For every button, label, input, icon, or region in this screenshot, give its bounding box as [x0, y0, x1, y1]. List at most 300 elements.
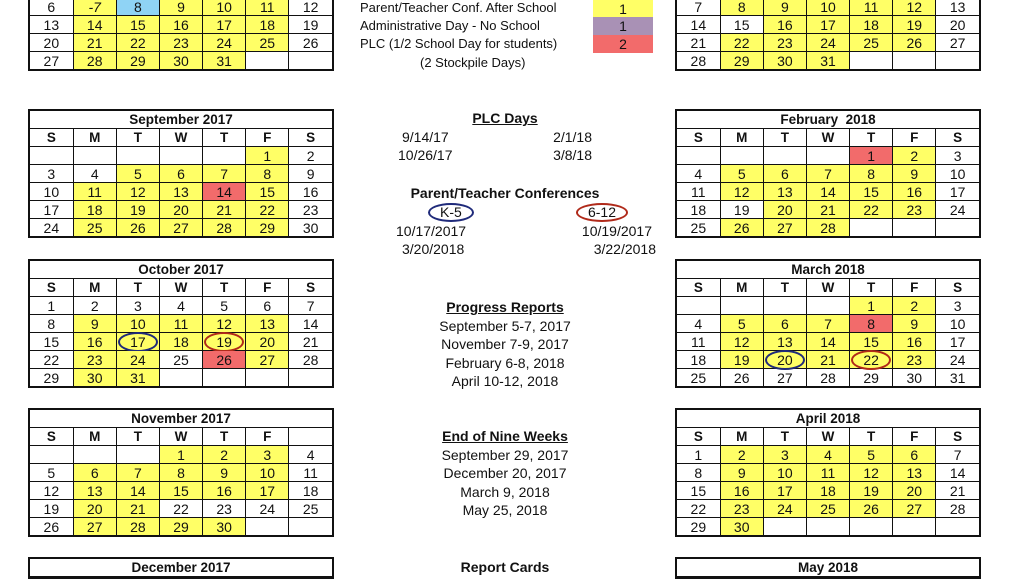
day-cell: 15	[159, 482, 202, 500]
day-cell: 24	[246, 500, 289, 518]
day-cell: 6	[893, 446, 936, 464]
day-cell: 3	[763, 446, 806, 464]
day-cell: 30	[159, 52, 202, 70]
day-cell: 11	[677, 183, 720, 201]
day-cell: 7	[806, 315, 849, 333]
day-cell: 26	[850, 500, 893, 518]
day-cell: 28	[289, 351, 332, 369]
day-cell	[677, 147, 720, 165]
day-cell	[73, 147, 116, 165]
day-cell: 2	[203, 446, 246, 464]
day-cell: 2	[73, 297, 116, 315]
weekday-header: F	[893, 129, 936, 147]
day-cell: 16	[893, 183, 936, 201]
weekday-header: M	[720, 129, 763, 147]
day-cell: 5	[116, 165, 159, 183]
day-cell: 10	[763, 464, 806, 482]
day-cell: 5	[720, 315, 763, 333]
day-cell	[763, 147, 806, 165]
day-cell: 22	[246, 201, 289, 219]
plc-date: 2/1/18	[553, 128, 592, 145]
day-cell: 6	[763, 165, 806, 183]
day-cell	[763, 297, 806, 315]
weekday-header: W	[806, 129, 849, 147]
nine-weeks-date: May 25, 2018	[462, 502, 548, 518]
day-cell: 13	[936, 0, 979, 16]
day-cell	[203, 369, 246, 387]
progress-report-date: November 7-9, 2017	[441, 336, 569, 352]
day-cell: 20	[30, 34, 73, 52]
day-cell: 9	[893, 165, 936, 183]
day-cell-plc: 8	[850, 315, 893, 333]
day-cell: 13	[893, 464, 936, 482]
day-cell: 19	[850, 482, 893, 500]
day-cell: 23	[763, 34, 806, 52]
plc-days-row	[340, 146, 670, 165]
day-cell: 21	[116, 500, 159, 518]
day-cell: 8	[159, 464, 202, 482]
day-cell: 18	[677, 201, 720, 219]
day-cell: 31	[936, 369, 979, 387]
day-cell	[806, 297, 849, 315]
day-cell: 11	[677, 333, 720, 351]
day-cell: 29	[246, 219, 289, 237]
day-cell: 25	[73, 219, 116, 237]
weekday-header: M	[73, 428, 116, 446]
weekday-header: S	[677, 279, 720, 297]
day-cell: 24	[936, 351, 979, 369]
calendar-november-2017	[28, 408, 334, 537]
day-cell: 27	[73, 518, 116, 536]
end-of-nine-weeks-heading: End of Nine Weeks	[442, 428, 568, 444]
legend-label-pt-conf: Parent/Teacher Conf. After School	[360, 0, 557, 15]
conference-date: 10/19/2017	[581, 222, 652, 239]
day-cell: 10	[246, 464, 289, 482]
weekday-header: T	[763, 279, 806, 297]
day-cell	[936, 219, 979, 237]
day-cell: 29	[677, 518, 720, 536]
day-cell: 18	[73, 201, 116, 219]
day-cell: 13	[73, 482, 116, 500]
day-cell: 15	[850, 333, 893, 351]
day-cell: 12	[289, 0, 332, 16]
day-cell: 28	[203, 219, 246, 237]
day-cell: 13	[763, 333, 806, 351]
day-cell	[289, 518, 332, 536]
day-cell: 27	[159, 219, 202, 237]
day-cell: 19	[720, 351, 763, 369]
day-cell: 27	[893, 500, 936, 518]
day-cell	[159, 369, 202, 387]
day-cell: 30	[893, 369, 936, 387]
conferences-heading: Parent/Teacher Conferences	[410, 185, 600, 201]
day-cell: 24	[936, 201, 979, 219]
day-cell: 23	[203, 500, 246, 518]
calendar-may-2018	[675, 557, 981, 579]
weekday-header: S	[289, 279, 332, 297]
day-cell: 6	[73, 464, 116, 482]
day-cell: 18	[850, 16, 893, 34]
day-cell: 10	[116, 315, 159, 333]
nine-weeks-date: March 9, 2018	[460, 483, 550, 500]
day-cell: 7	[203, 165, 246, 183]
day-cell: 24	[203, 34, 246, 52]
plc-days-row	[340, 128, 670, 147]
day-cell: 21	[73, 34, 116, 52]
day-cell: 3	[936, 147, 979, 165]
day-cell: 6	[246, 297, 289, 315]
month-title: February 2018	[677, 111, 979, 129]
day-cell: 1	[159, 446, 202, 464]
progress-reports-section	[340, 298, 670, 391]
day-cell: 28	[677, 52, 720, 70]
weekday-header: T	[763, 428, 806, 446]
day-cell: 8	[720, 0, 763, 16]
weekday-header: T	[850, 428, 893, 446]
legend-count-plc: 2	[593, 35, 653, 53]
day-cell: 30	[720, 518, 763, 536]
day-cell	[893, 518, 936, 536]
day-cell: 27	[763, 369, 806, 387]
day-cell: 17	[246, 482, 289, 500]
day-cell	[289, 369, 332, 387]
day-cell: 10	[30, 183, 73, 201]
weekday-header: S	[936, 129, 979, 147]
weekday-header: M	[73, 129, 116, 147]
day-cell: 3	[30, 165, 73, 183]
day-cell: 6	[763, 315, 806, 333]
day-cell: 29	[116, 52, 159, 70]
day-cell: 9	[159, 0, 202, 16]
day-cell: 22	[677, 500, 720, 518]
weekday-header: S	[936, 279, 979, 297]
day-cell: 25	[246, 34, 289, 52]
day-cell: 5	[203, 297, 246, 315]
progress-report-date: September 5-7, 2017	[439, 317, 571, 334]
day-cell: 19	[720, 201, 763, 219]
day-cell: 21	[806, 201, 849, 219]
day-cell: 16	[159, 16, 202, 34]
day-cell: 7	[806, 165, 849, 183]
day-cell	[850, 52, 893, 70]
day-cell: 2	[289, 147, 332, 165]
day-cell-conference-6-12: 22	[850, 351, 893, 369]
day-cell: 16	[203, 482, 246, 500]
weekday-header: W	[159, 279, 202, 297]
day-cell: 13	[763, 183, 806, 201]
day-cell: 8	[850, 165, 893, 183]
nine-weeks-date: December 20, 2017	[443, 465, 567, 481]
plc-date: 3/8/18	[553, 147, 592, 163]
day-cell: 18	[159, 333, 202, 351]
day-cell: 10	[806, 0, 849, 16]
day-cell: 29	[159, 518, 202, 536]
day-cell: 20	[936, 16, 979, 34]
day-cell-plc: 1	[850, 147, 893, 165]
day-cell: 8	[116, 0, 159, 16]
day-cell	[936, 52, 979, 70]
day-cell: 25	[677, 219, 720, 237]
day-cell-plc: 14	[203, 183, 246, 201]
legend-label-plc: PLC (1/2 School Day for students)	[360, 36, 558, 51]
day-cell: 31	[806, 52, 849, 70]
day-cell: 17	[936, 183, 979, 201]
day-cell: 15	[30, 333, 73, 351]
progress-reports-heading: Progress Reports	[446, 299, 564, 315]
day-cell: 27	[30, 52, 73, 70]
day-cell: 12	[203, 315, 246, 333]
day-cell: 14	[806, 183, 849, 201]
day-cell: 9	[203, 464, 246, 482]
day-cell: 29	[720, 52, 763, 70]
day-cell: 19	[289, 16, 332, 34]
day-cell: 3	[246, 446, 289, 464]
conference-date: 10/17/2017	[396, 222, 467, 239]
day-cell: 9	[763, 0, 806, 16]
nine-weeks-date: September 29, 2017	[441, 446, 569, 463]
day-cell: 14	[677, 16, 720, 34]
conference-date: 3/22/2018	[593, 241, 656, 257]
day-cell: 4	[289, 446, 332, 464]
day-cell: 9	[720, 464, 763, 482]
day-cell: 15	[116, 16, 159, 34]
day-cell: 16	[73, 333, 116, 351]
conference-date: 3/20/2018	[402, 241, 465, 257]
day-cell: 17	[30, 201, 73, 219]
day-cell: 24	[116, 351, 159, 369]
day-cell: 1	[30, 297, 73, 315]
weekday-header: S	[30, 428, 73, 446]
day-cell: 4	[806, 446, 849, 464]
weekday-header: S	[30, 279, 73, 297]
weekday-header: T	[203, 428, 246, 446]
calendar-august-2017-partial	[28, 0, 334, 71]
legend-count-pt-conf: 1	[593, 0, 653, 18]
day-cell	[116, 147, 159, 165]
day-cell: 12	[720, 333, 763, 351]
month-title: December 2017	[30, 559, 332, 577]
day-cell: 1	[246, 147, 289, 165]
weekday-header: S	[677, 129, 720, 147]
plc-date: 10/26/17	[398, 147, 453, 163]
day-cell: 8	[30, 315, 73, 333]
day-cell: 31	[203, 52, 246, 70]
day-cell	[806, 518, 849, 536]
day-cell: 12	[30, 482, 73, 500]
day-cell: 27	[936, 34, 979, 52]
weekday-header: T	[116, 129, 159, 147]
calendar-october-2017	[28, 259, 334, 388]
day-cell: 11	[246, 0, 289, 16]
day-cell: 26	[720, 369, 763, 387]
day-cell: 16	[893, 333, 936, 351]
day-cell-conference-k5: 20	[763, 351, 806, 369]
day-cell: 25	[850, 34, 893, 52]
day-cell: 7	[677, 0, 720, 16]
day-cell: 28	[806, 219, 849, 237]
day-cell: 20	[763, 201, 806, 219]
weekday-header: F	[893, 428, 936, 446]
day-cell: 24	[806, 34, 849, 52]
day-cell-conference-k5: 17	[116, 333, 159, 351]
day-cell: 5	[30, 464, 73, 482]
day-cell	[720, 297, 763, 315]
day-cell: 25	[677, 369, 720, 387]
day-cell: 12	[720, 183, 763, 201]
calendar-april-2018	[675, 408, 981, 537]
day-cell	[720, 147, 763, 165]
day-cell	[850, 518, 893, 536]
weekday-header: W	[806, 279, 849, 297]
day-cell: 28	[936, 500, 979, 518]
day-cell: 3	[116, 297, 159, 315]
day-cell: 7	[936, 446, 979, 464]
day-cell	[159, 147, 202, 165]
day-cell: 10	[936, 165, 979, 183]
weekday-header	[289, 428, 332, 446]
weekday-header: W	[159, 428, 202, 446]
day-cell: 25	[289, 500, 332, 518]
day-cell: 23	[893, 201, 936, 219]
day-cell: 14	[806, 333, 849, 351]
weekday-header: T	[850, 279, 893, 297]
day-cell: 7	[116, 464, 159, 482]
day-cell: 3	[936, 297, 979, 315]
day-cell: 22	[159, 500, 202, 518]
day-cell: 1	[850, 297, 893, 315]
day-cell: 15	[850, 183, 893, 201]
weekday-header: T	[116, 279, 159, 297]
month-title: March 2018	[677, 261, 979, 279]
day-cell: 15	[720, 16, 763, 34]
conferences-section	[340, 184, 670, 259]
progress-report-date: April 10-12, 2018	[451, 373, 559, 389]
day-cell: 14	[73, 16, 116, 34]
day-cell: 21	[289, 333, 332, 351]
day-cell: 5	[720, 165, 763, 183]
day-cell: 9	[73, 315, 116, 333]
day-cell: 7	[289, 297, 332, 315]
calendar-january-2018-partial	[675, 0, 981, 71]
grade-6-12-label: 6-12	[576, 203, 628, 222]
day-cell: 25	[159, 351, 202, 369]
month-title: November 2017	[30, 410, 332, 428]
day-cell: 23	[289, 201, 332, 219]
day-cell: 13	[246, 315, 289, 333]
day-cell: 14	[289, 315, 332, 333]
month-title: October 2017	[30, 261, 332, 279]
day-cell: 9	[289, 165, 332, 183]
plc-date: 9/14/17	[402, 128, 449, 145]
day-cell: 4	[677, 165, 720, 183]
day-cell	[246, 518, 289, 536]
day-cell: 22	[850, 201, 893, 219]
day-cell: 19	[116, 201, 159, 219]
day-cell: 26	[893, 34, 936, 52]
day-cell	[893, 219, 936, 237]
weekday-header: S	[936, 428, 979, 446]
day-cell: 21	[936, 482, 979, 500]
day-cell: 13	[159, 183, 202, 201]
day-cell: 25	[806, 500, 849, 518]
weekday-header: S	[30, 129, 73, 147]
day-cell: 14	[116, 482, 159, 500]
day-cell: 22	[30, 351, 73, 369]
calendar-december-2017	[28, 557, 334, 579]
weekday-header: T	[763, 129, 806, 147]
day-cell: 4	[73, 165, 116, 183]
calendar-september-2017	[28, 109, 334, 238]
day-cell: 27	[246, 351, 289, 369]
calendar-february-2018	[675, 109, 981, 238]
day-cell-plc: 26	[203, 351, 246, 369]
day-cell	[289, 52, 332, 70]
day-cell: 27	[763, 219, 806, 237]
day-cell: 21	[806, 351, 849, 369]
weekday-header: M	[73, 279, 116, 297]
day-cell: 16	[289, 183, 332, 201]
day-cell: 16	[763, 16, 806, 34]
progress-report-date: February 6-8, 2018	[445, 354, 565, 371]
day-cell: 28	[73, 52, 116, 70]
day-cell: 30	[73, 369, 116, 387]
legend-count-admin-day: 1	[593, 17, 653, 35]
day-cell: 18	[677, 351, 720, 369]
day-cell: 19	[893, 16, 936, 34]
day-cell: 11	[73, 183, 116, 201]
day-cell: 24	[763, 500, 806, 518]
weekday-header: W	[806, 428, 849, 446]
day-cell: 31	[116, 369, 159, 387]
end-of-nine-weeks-section	[340, 427, 670, 520]
month-title: May 2018	[677, 559, 979, 577]
day-cell: 30	[203, 518, 246, 536]
day-cell: 26	[289, 34, 332, 52]
day-cell: 14	[936, 464, 979, 482]
plc-days-heading: PLC Days	[472, 110, 538, 126]
day-cell: 18	[246, 16, 289, 34]
day-cell: 4	[159, 297, 202, 315]
day-cell: 8	[246, 165, 289, 183]
day-cell: 11	[806, 464, 849, 482]
weekday-header: S	[289, 129, 332, 147]
day-cell	[246, 52, 289, 70]
day-cell	[73, 446, 116, 464]
weekday-header: M	[720, 279, 763, 297]
day-cell: 23	[73, 351, 116, 369]
weekday-header: M	[720, 428, 763, 446]
day-cell	[806, 147, 849, 165]
day-cell: 26	[30, 518, 73, 536]
weekday-header: T	[116, 428, 159, 446]
day-cell: 12	[116, 183, 159, 201]
weekday-header: W	[159, 129, 202, 147]
k5-label: K-5	[428, 203, 474, 222]
day-cell: 17	[203, 16, 246, 34]
day-cell: 30	[289, 219, 332, 237]
month-title: September 2017	[30, 111, 332, 129]
day-cell: 17	[763, 482, 806, 500]
day-cell: 6	[159, 165, 202, 183]
day-cell: 10	[936, 315, 979, 333]
day-cell: 18	[806, 482, 849, 500]
day-cell: 24	[30, 219, 73, 237]
day-cell: 16	[720, 482, 763, 500]
day-cell: 29	[850, 369, 893, 387]
day-cell: 20	[893, 482, 936, 500]
day-cell: 21	[203, 201, 246, 219]
day-cell	[246, 369, 289, 387]
